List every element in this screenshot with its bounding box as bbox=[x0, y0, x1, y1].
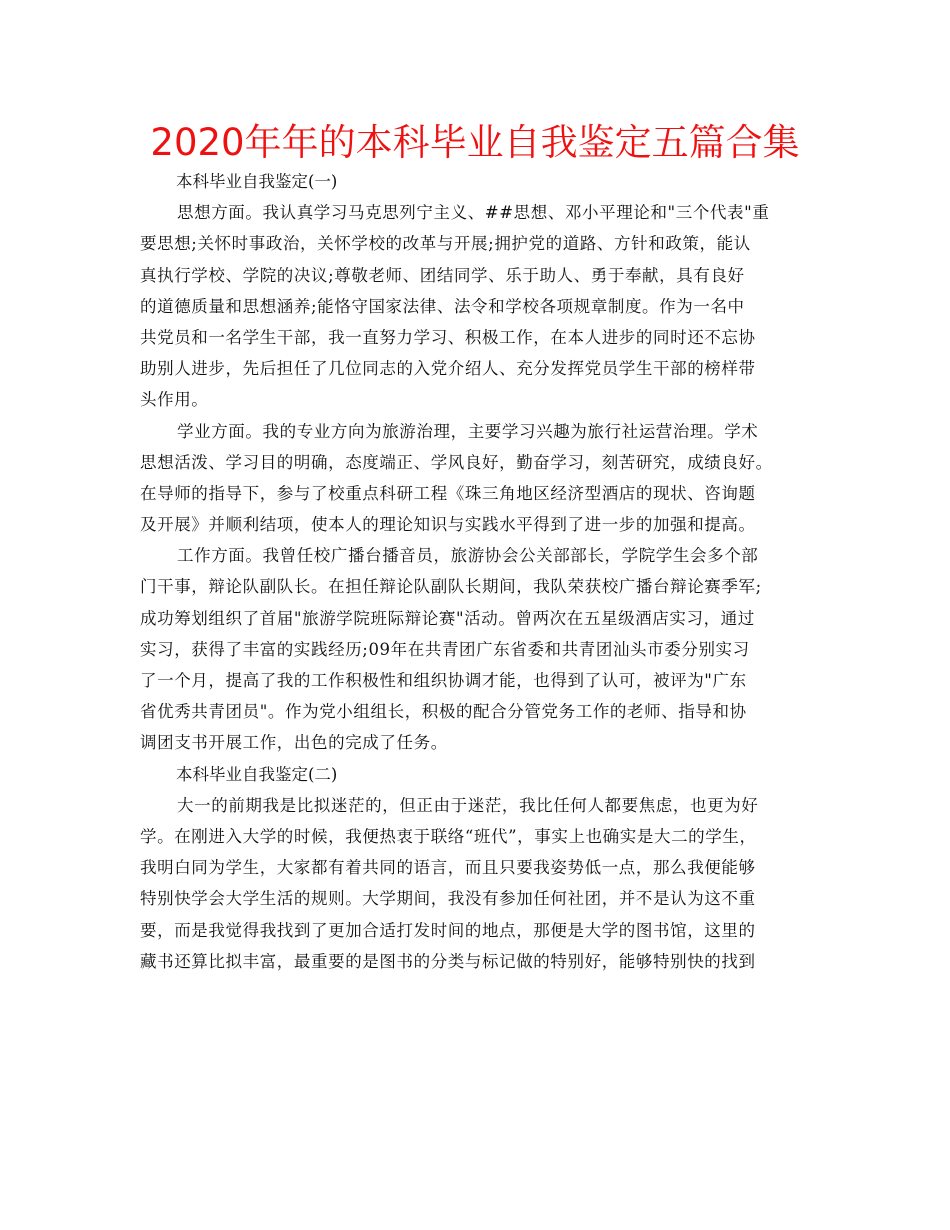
paragraph-line: 在导师的指导下，参与了校重点科研工程《珠三角地区经济型酒店的现状、咨询题 bbox=[140, 483, 756, 503]
paragraph-line: 门干事，辩论队副队长。在担任辩论队副队长期间，我队荣获校广播台辩论赛季军; bbox=[140, 577, 762, 597]
paragraph-line: 藏书还算比拟丰富，最重要的是图书的分类与标记做的特别好，能够特别快的找到 bbox=[140, 951, 756, 971]
paragraph-line: 省优秀共青团员"。作为党小组组长，积极的配合分管党务工作的老师、指导和协 bbox=[140, 702, 747, 722]
paragraph-line: 要思想;关怀时事政治，关怀学校的改革与开展;拥护党的道路、方针和政策，能认 bbox=[140, 234, 751, 254]
paragraph-line: 实习，获得了丰富的实践经历;09年在共青团广东省委和共青团汕头市委分别实习 bbox=[140, 639, 750, 659]
paragraph-line: 特别快学会大学生活的规则。大学期间，我没有参加任何社团，并不是认为这不重 bbox=[140, 889, 756, 909]
paragraph-study bbox=[140, 416, 810, 541]
paragraph-line: 助别人进步，先后担任了几位同志的入党介绍人、充分发挥党员学生干部的榜样带 bbox=[140, 359, 756, 379]
paragraph-line: 及开展》并顺利结项，使本人的理论知识与实践水平得到了进一步的加强和提高。 bbox=[140, 515, 756, 535]
paragraph-line: 学业方面。我的专业方向为旅游治理，主要学习兴趣为旅行社运营治理。学术 bbox=[177, 421, 759, 441]
paragraph-work bbox=[140, 540, 810, 758]
paragraph-line: 大一的前期我是比拟迷茫的，但正由于迷茫，我比任何人都要焦虑，也更为好 bbox=[177, 795, 759, 815]
paragraph-line: 我明白同为学生，大家都有着共同的语言，而且只要我姿势低一点，那么我便能够 bbox=[140, 858, 756, 878]
paragraph-freshman bbox=[140, 790, 810, 977]
paragraph-line: 工作方面。我曾任校广播台播音员，旅游协会公关部部长，学院学生会多个部 bbox=[177, 546, 759, 566]
paragraph-line: 头作用。 bbox=[140, 390, 209, 410]
section-heading: 本科毕业自我鉴定(二) bbox=[176, 764, 338, 784]
paragraph-line: 真执行学校、学院的决议;尊敬老师、团结同学、乐于助人、勇于奉献，具有良好 bbox=[140, 265, 745, 285]
paragraph-line: 了一个月，提高了我的工作积极性和组织协调才能，也得到了认可，被评为"广东 bbox=[140, 671, 747, 690]
paragraph-line: 的道德质量和思想涵养;能恪守国家法律、法令和学校各项规章制度。作为一名中 bbox=[140, 296, 745, 316]
paragraph-line: 成功筹划组织了首届"旅游学院班际辩论赛"活动。曾两次在五星级酒店实习，通过 bbox=[140, 608, 755, 628]
paragraph-line: 要，而是我觉得我找到了更加合适打发时间的地点，那便是大学的图书馆，这里的 bbox=[140, 920, 756, 940]
section-heading: 本科毕业自我鉴定(一) bbox=[176, 172, 338, 191]
paragraph-line: 思想活泼、学习目的明确，态度端正、学风良好，勤奋学习，刻苦研究，成绩良好。 bbox=[140, 452, 773, 472]
paragraph-thought bbox=[140, 197, 810, 415]
document-body bbox=[140, 166, 810, 977]
paragraph-line: 调团支书开展工作，出色的完成了任务。 bbox=[140, 733, 448, 753]
paragraph-line: 学。在刚进入大学的时候，我便热衷于联络“班代”，事实上也确实是大二的学生， bbox=[140, 826, 757, 846]
paragraph-line: 思想方面。我认真学习马克思列宁主义、##思想、邓小平理论和"三个代表"重 bbox=[177, 203, 770, 223]
paragraph-line: 共党员和一名学生干部，我一直努力学习、积极工作，在本人进步的同时还不忘协 bbox=[140, 327, 756, 347]
document-title: 2020年年的本科毕业自我鉴定五篇合集 bbox=[150, 121, 800, 164]
